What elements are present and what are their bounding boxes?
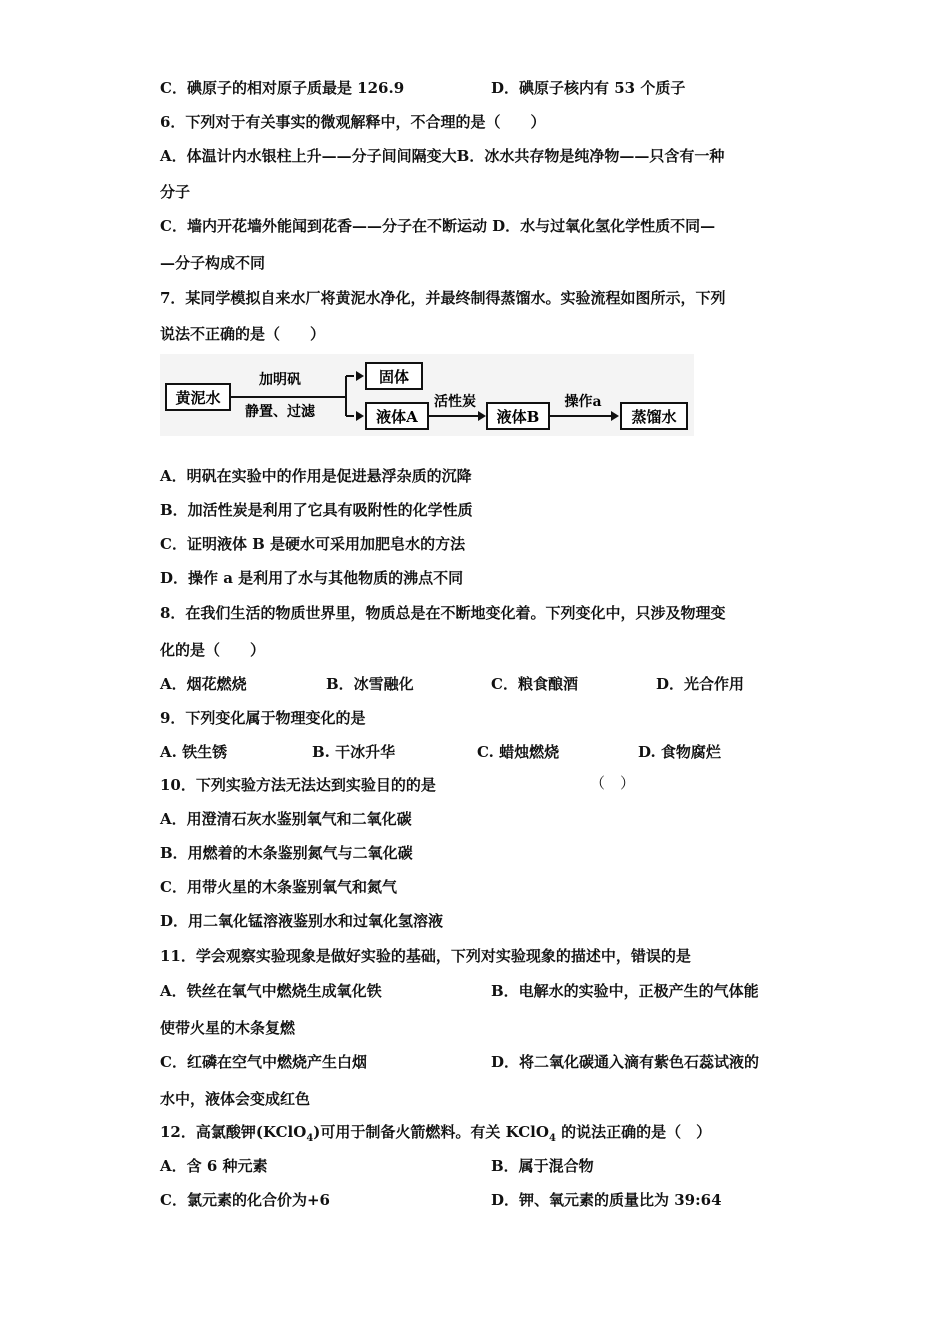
q10-option-a: A．用澄清石灰水鉴别氧气和二氧化碳: [160, 810, 412, 828]
q9-option-d: D. 食物腐烂: [638, 743, 721, 761]
q8-option-a: A．烟花燃烧: [160, 675, 247, 693]
q8-option-b: B．冰雪融化: [326, 675, 414, 693]
q7-option-b: B．加活性炭是利用了它具有吸附性的化学性质: [160, 501, 473, 519]
q10-option-c: C．用带火星的木条鉴别氧气和氮气: [160, 878, 397, 896]
q6-options-cd: C．墙内开花墙外能闻到花香——分子在不断运动 D．水与过氧化氢化学性质不同—: [160, 217, 716, 235]
flow-label-liquid-a: 液体A: [376, 408, 418, 426]
q12-stem-pre: 12．高氯酸钾(KClO: [160, 1123, 307, 1141]
q8-stem-line2: 化的是（ ）: [160, 641, 266, 659]
q11-option-b-cont: 使带火星的木条复燃: [160, 1019, 296, 1037]
q11-option-d: D．将二氧化碳通入滴有紫色石蕊试液的: [491, 1053, 760, 1071]
q8-stem-line1: 8．在我们生活的物质世界里，物质总是在不断地变化着。下列变化中，只涉及物理变: [160, 604, 726, 622]
q9-option-a: A. 铁生锈: [160, 743, 228, 761]
flow-label-start: 黄泥水: [175, 389, 221, 407]
q7-stem-line2: 说法不正确的是（ ）: [160, 325, 326, 343]
q12-option-a: A．含 6 种元素: [160, 1157, 268, 1175]
q12-stem-sub2: 4: [548, 1133, 556, 1144]
q11-option-a: A．铁丝在氧气中燃烧生成氧化铁: [160, 982, 382, 1000]
q7-stem-line1: 7．某同学模拟自来水厂将黄泥水净化，并最终制得蒸馏水。实验流程如图所示，下列: [160, 289, 726, 307]
q12-option-c: C．氯元素的化合价为+6: [160, 1191, 330, 1209]
q9-option-b: B. 干冰升华: [312, 743, 396, 761]
q11-option-d-cont: 水中，液体会变成红色: [160, 1090, 311, 1108]
q6-stem: 6．下列对于有关事实的微观解释中，不合理的是（ ）: [160, 113, 546, 131]
q12-stem-mid: )可用于制备火箭燃料。有关 KClO: [313, 1123, 549, 1141]
q7-option-a: A．明矾在实验中的作用是促进悬浮杂质的沉降: [160, 467, 472, 485]
q5-option-c: C．碘原子的相对原子质最是 126.9: [160, 79, 405, 97]
q12-option-b: B．属于混合物: [491, 1157, 594, 1175]
flow-label-solid: 固体: [378, 368, 410, 386]
q9-stem: 9．下列变化属于物理变化的是: [160, 709, 366, 727]
q7-flow-diagram: [160, 354, 694, 436]
q6-options-cd-cont: —分子构成不同: [160, 254, 266, 272]
flow-label-step1-bottom: 静置、过滤: [245, 404, 315, 420]
q6-options-ab-cont: 分子: [160, 183, 191, 201]
flow-label-step3: 操作a: [564, 394, 602, 410]
flow-label-end: 蒸馏水: [631, 408, 677, 426]
q12-option-d: D．钾、氧元素的质量比为 39:64: [491, 1191, 722, 1209]
flow-label-step2: 活性炭: [434, 394, 476, 410]
q8-option-c: C．粮食酿酒: [491, 675, 578, 693]
q12-stem-sub1: 4: [306, 1133, 314, 1144]
q10-stem: 10．下列实验方法无法达到实验目的的是: [160, 776, 436, 794]
q7-option-c: C．证明液体 B 是硬水可采用加肥皂水的方法: [160, 535, 466, 553]
q11-stem: 11．学会观察实验现象是做好实验的基础，下列对实验现象的描述中，错误的是: [160, 947, 691, 965]
flow-label-step1-top: 加明矾: [259, 372, 301, 388]
flow-label-liquid-b: 液体B: [496, 408, 540, 426]
q6-options-ab: A．体温计内水银柱上升——分子间间隔变大B．冰水共存物是纯净物——只含有一种: [160, 147, 725, 165]
q8-option-d: D．光合作用: [656, 675, 745, 693]
q12-stem: [160, 1122, 711, 1142]
q9-option-c: C. 蜡烛燃烧: [477, 743, 560, 761]
q10-option-d: D．用二氧化锰溶液鉴别水和过氧化氢溶液: [160, 912, 444, 930]
q11-option-b: B．电解水的实验中，正极产生的气体能: [491, 982, 759, 1000]
q11-option-c: C．红磷在空气中燃烧产生白烟: [160, 1053, 367, 1071]
q10-answer-paren: （ ）: [590, 774, 636, 792]
q12-stem-post: 的说法正确的是（ ）: [555, 1123, 712, 1141]
q7-option-d: D．操作 a 是利用了水与其他物质的沸点不同: [160, 569, 464, 587]
q5-option-d: D．碘原子核内有 53 个质子: [491, 79, 686, 97]
q10-option-b: B．用燃着的木条鉴别氮气与二氧化碳: [160, 844, 413, 862]
